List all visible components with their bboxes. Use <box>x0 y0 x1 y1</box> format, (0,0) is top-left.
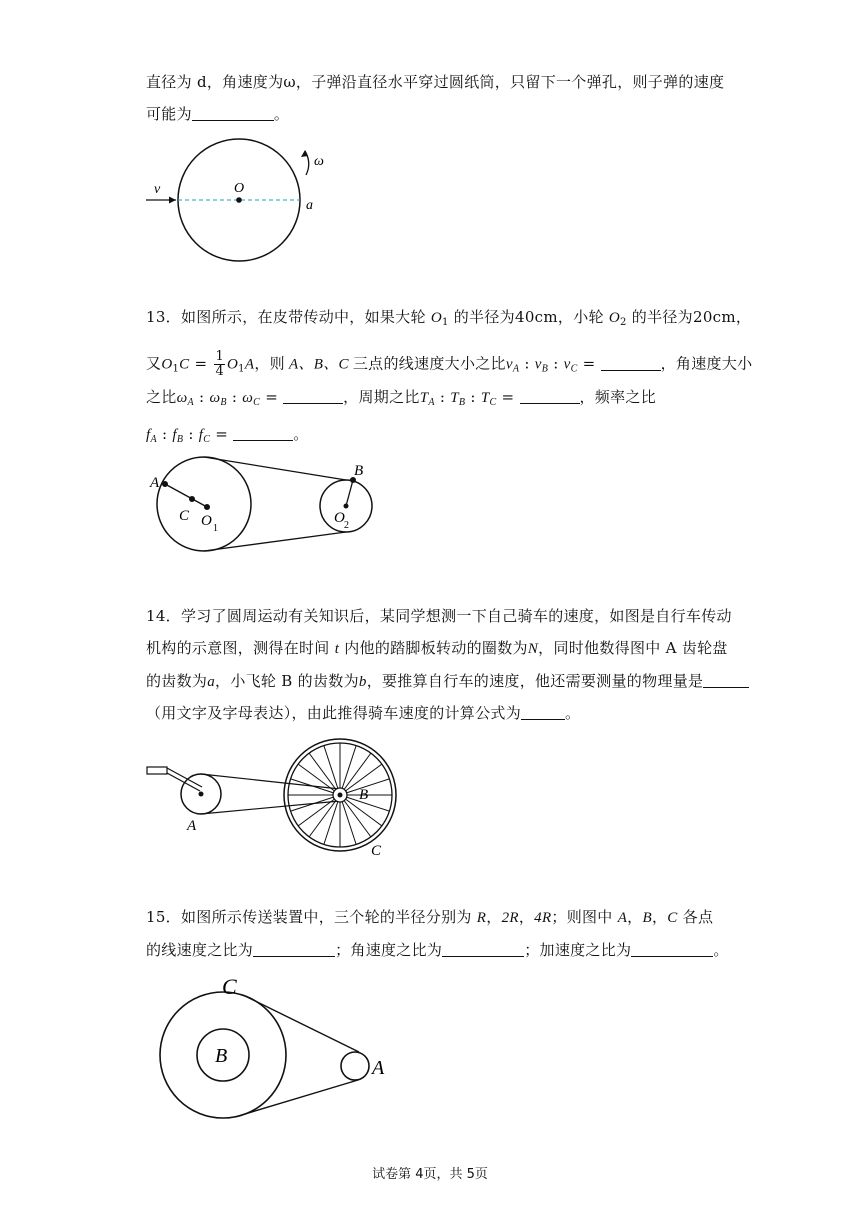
page-footer: 试卷第 4页，共 5页 <box>372 1167 488 1182</box>
arrow-head-icon <box>169 197 176 204</box>
q12-answer-blank[interactable] <box>192 106 274 121</box>
label-o: O <box>234 181 245 196</box>
q15-acceleration-blank[interactable] <box>631 942 713 957</box>
q13-line-1: 13．如图所示，在皮带传动中，如果大轮 $O_1$ 的半径为40cm，小轮 $O_2$ 的半径为20cm， <box>146 308 752 328</box>
q14-line-4: （用文字及字母表达），由此推得骑车速度的计算公式为 。 <box>146 704 581 722</box>
pedal-icon <box>147 767 167 774</box>
chain-top <box>201 774 340 789</box>
crank-arm-upper <box>167 773 200 791</box>
label-c: C <box>179 508 190 524</box>
label-omega: ω <box>314 154 324 169</box>
radius-o1-a <box>165 484 207 507</box>
wheel-a <box>341 1052 369 1080</box>
q13-linear-velocity-ratio-blank[interactable] <box>601 356 661 371</box>
belt-bottom <box>235 1080 358 1117</box>
q13-line-4: $f_A$ : $f_B$ : $f_C$ = 。 <box>146 425 309 445</box>
label-a: A <box>372 1057 385 1079</box>
q13-figure-belt-drive <box>145 455 385 565</box>
label-v: v <box>154 182 161 197</box>
q15-line-1: 15．如图所示传送装置中，三个轮的半径分别为 R，2R，4R；则图中 A，B，C 各点 <box>146 908 714 926</box>
radius-o2-b <box>346 480 353 506</box>
q12-line-1: 直径为 d，角速度为ω，子弹沿直径水平穿过圆纸筒，只留下一个弹孔，则子弹的速度 <box>146 73 725 91</box>
q15-angular-velocity-blank[interactable] <box>442 942 524 957</box>
label-b: B <box>359 787 369 803</box>
chainring-center <box>199 792 204 797</box>
point-o2 <box>344 504 349 509</box>
freewheel-center <box>338 793 343 798</box>
q13-period-ratio-blank[interactable] <box>520 389 580 404</box>
q13-line-3: 之比$\omega_A$ : $\omega_B$ : $\omega_C$ = ，周期之比$T_A$ : $T_B$ : $T_C$ = ，频率之比 <box>146 388 657 408</box>
q15-linear-velocity-blank[interactable] <box>253 942 335 957</box>
q12-figure-paper-cylinder <box>140 135 340 285</box>
belt-bottom <box>204 532 346 551</box>
label-c: C <box>371 843 382 859</box>
label-b: B <box>215 1045 228 1067</box>
q13-line-2: 又$O_1C$ = $\frac{1}{4}$ $O_1A$，则 A、B、C 三点的线速度大小之比$v_A$ : $v_B$ : $v_C$ = ，角速度大小 <box>146 349 753 379</box>
q14-quantity-blank[interactable] <box>703 673 749 688</box>
label-a: A <box>187 818 197 834</box>
q14-figure-bicycle-drive <box>140 735 420 865</box>
point-c <box>189 496 195 502</box>
q15-figure-transmission <box>155 970 415 1120</box>
label-o2: O <box>334 510 345 526</box>
label-o2-sub: 2 <box>344 520 349 531</box>
fraction-one-quarter: $\frac{1}{4}$ <box>215 349 225 379</box>
q13-angular-velocity-ratio-blank[interactable] <box>283 389 343 404</box>
label-c: C <box>222 974 237 999</box>
crank-arm-lower <box>167 768 202 787</box>
label-o1-sub: 1 <box>213 523 218 534</box>
q14-formula-blank[interactable] <box>521 705 565 720</box>
belt-top <box>204 457 346 480</box>
q14-line-2: 机构的示意图，测得在时间 t 内他的踏脚板转动的圈数为N，同时他数得图中 A 齿轮盘 <box>146 639 728 657</box>
big-wheel-o1 <box>157 457 251 551</box>
center-point-o <box>236 197 242 203</box>
point-a <box>162 481 168 487</box>
q14-line-1: 14．学习了圆周运动有关知识后，某同学想测一下自己骑车的速度，如图是自行车传动 <box>146 607 732 625</box>
label-a: A <box>150 475 160 491</box>
label-b: B <box>354 463 364 479</box>
label-o1: O <box>201 513 212 529</box>
q13-frequency-ratio-blank[interactable] <box>233 426 293 441</box>
label-a: a <box>306 198 313 213</box>
point-o1 <box>204 504 210 510</box>
chain-bottom <box>201 801 340 814</box>
belt-top <box>243 995 359 1052</box>
q15-line-2: 的线速度之比为 ；角速度之比为 ；加速度之比为 。 <box>146 941 729 959</box>
q12-line-2: 可能为 。 <box>146 105 290 123</box>
q14-line-3: 的齿数为a，小飞轮 B 的齿数为b，要推算自行车的速度，他还需要测量的物理量是 <box>146 671 749 692</box>
